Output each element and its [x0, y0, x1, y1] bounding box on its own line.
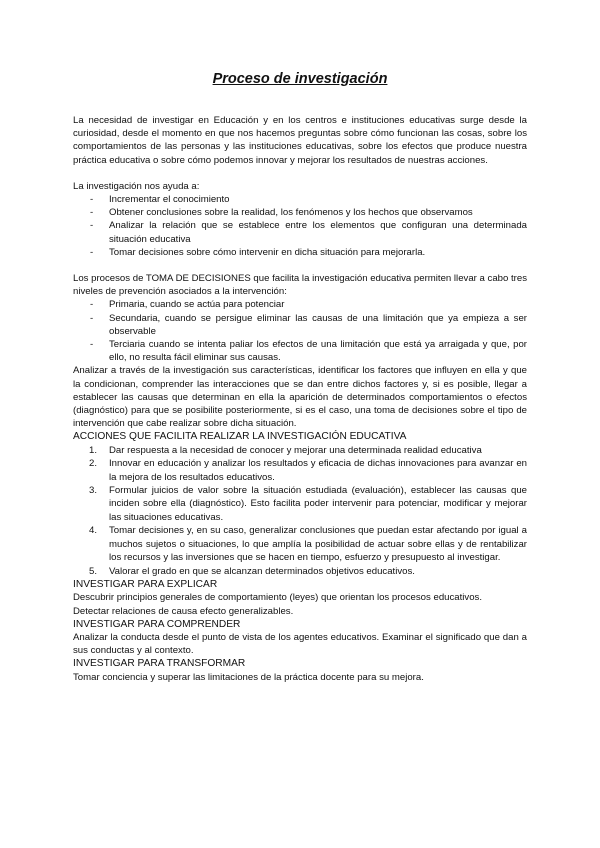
list-item: - Obtener conclusiones sobre la realidad, los fenómenos y los hechos que observamos: [73, 206, 527, 219]
list-item: 3. Formular juicios de valor sobre la situación estudiada (evaluación), establecer las causas que inciden sobre ella (diagnóstico). Esto facilita poder intervenir para potenciar, modificar y mejorar las situaciones educativas.: [89, 485, 527, 523]
transform-heading: INVESTIGAR PARA TRANSFORMAR: [73, 658, 246, 670]
list-item: - Terciaria cuando se intenta paliar los efectos de una limitación que está ya arraigada y que, por ello, no resulta fácil eliminar sus causas.: [73, 338, 527, 364]
list-item: - Primaria, cuando se actúa para potenciar: [73, 298, 527, 311]
list-item: 4. Tomar decisiones y, en su caso, generalizar conclusiones que puedan estar afectando por igual a muchos sujetos o situaciones, lo que amplía la posibilidad de actuar sobre ellas y de rentabilizar los recursos y las inversiones que se hacen en tiempo, esfuerzo y presupuesto al investigar.: [89, 525, 527, 563]
explain-heading: INVESTIGAR PARA EXPLICAR: [73, 579, 218, 591]
prevention-list: [73, 298, 527, 364]
page-title: Proceso de investigación: [212, 71, 388, 87]
intro-paragraph: La necesidad de investigar en Educación y en los centros e instituciones educativas surge desde la curiosidad, desde el momento en que nos hacemos preguntas sobre cómo funcionan las cosas, sobre los comportamientos de las personas y las instituciones educativas, sobre los efectos que produce nuestra práctica educativa o sobre cómo podemos innovar y mejorar los resultados de nuestras acciones.: [73, 115, 527, 166]
list-item: - Secundaria, cuando se persigue eliminar las causas de una limitación que ya empieza a ser observable: [73, 312, 527, 338]
transform-text: Tomar conciencia y superar las limitaciones de la práctica docente para su mejora.: [73, 671, 424, 683]
analysis-paragraph: Analizar a través de la investigación sus características, identificar los factores que influyen en ella y que la condicionan, comprender las interacciones que se dan entre dichos factores y, si es posible, llegar a establecer las causas que determinan en ella la aparición de determinados comportamientos o efectos (diagnóstico) para que se posibilite posteriormente, si es el caso, una toma de decisiones sobre el tipo de intervención que cabe realizar sobre dicha situación.: [73, 365, 527, 430]
list-item: - Analizar la relación que se establece entre los elementos que configuran una determinada situación educativa: [73, 219, 527, 245]
helps-lead: La investigación nos ayuda a:: [73, 180, 200, 192]
list-item: 2. Innovar en educación y analizar los resultados y eficacia de dichas innovaciones para avanzar en la mejora de los resultados educativos.: [89, 458, 527, 483]
decisions-lead: Los procesos de TOMA DE DECISIONES que facilita la investigación educativa permiten llevar a cabo tres niveles de prevención asociados a la intervención:: [73, 273, 527, 298]
actions-list: [73, 444, 527, 578]
explain-line-1: Descubrir principios generales de comportamiento (leyes) que orientan los procesos educativos.: [73, 592, 483, 604]
list-item: - Tomar decisiones sobre cómo intervenir en dicha situación para mejorarla.: [73, 246, 527, 259]
explain-line-2: Detectar relaciones de causa efecto generalizables.: [73, 605, 294, 617]
list-item: - Incrementar el conocimiento: [73, 193, 527, 206]
list-item: 5. Valorar el grado en que se alcanzan determinados objetivos educativos.: [89, 565, 415, 577]
actions-heading: ACCIONES QUE FACILITA REALIZAR LA INVESTIGACIÓN EDUCATIVA: [73, 431, 407, 443]
understand-heading: INVESTIGAR PARA COMPRENDER: [73, 618, 241, 630]
helps-list: [73, 193, 527, 259]
list-item: 1. Dar respuesta a la necesidad de conocer y mejorar una determinada realidad educativa: [89, 444, 482, 456]
document-body: [73, 114, 527, 684]
understand-text: Analizar la conducta desde el punto de vista de los agentes educativos. Examinar el significado que dan a sus conductas y al contexto.: [73, 632, 527, 657]
